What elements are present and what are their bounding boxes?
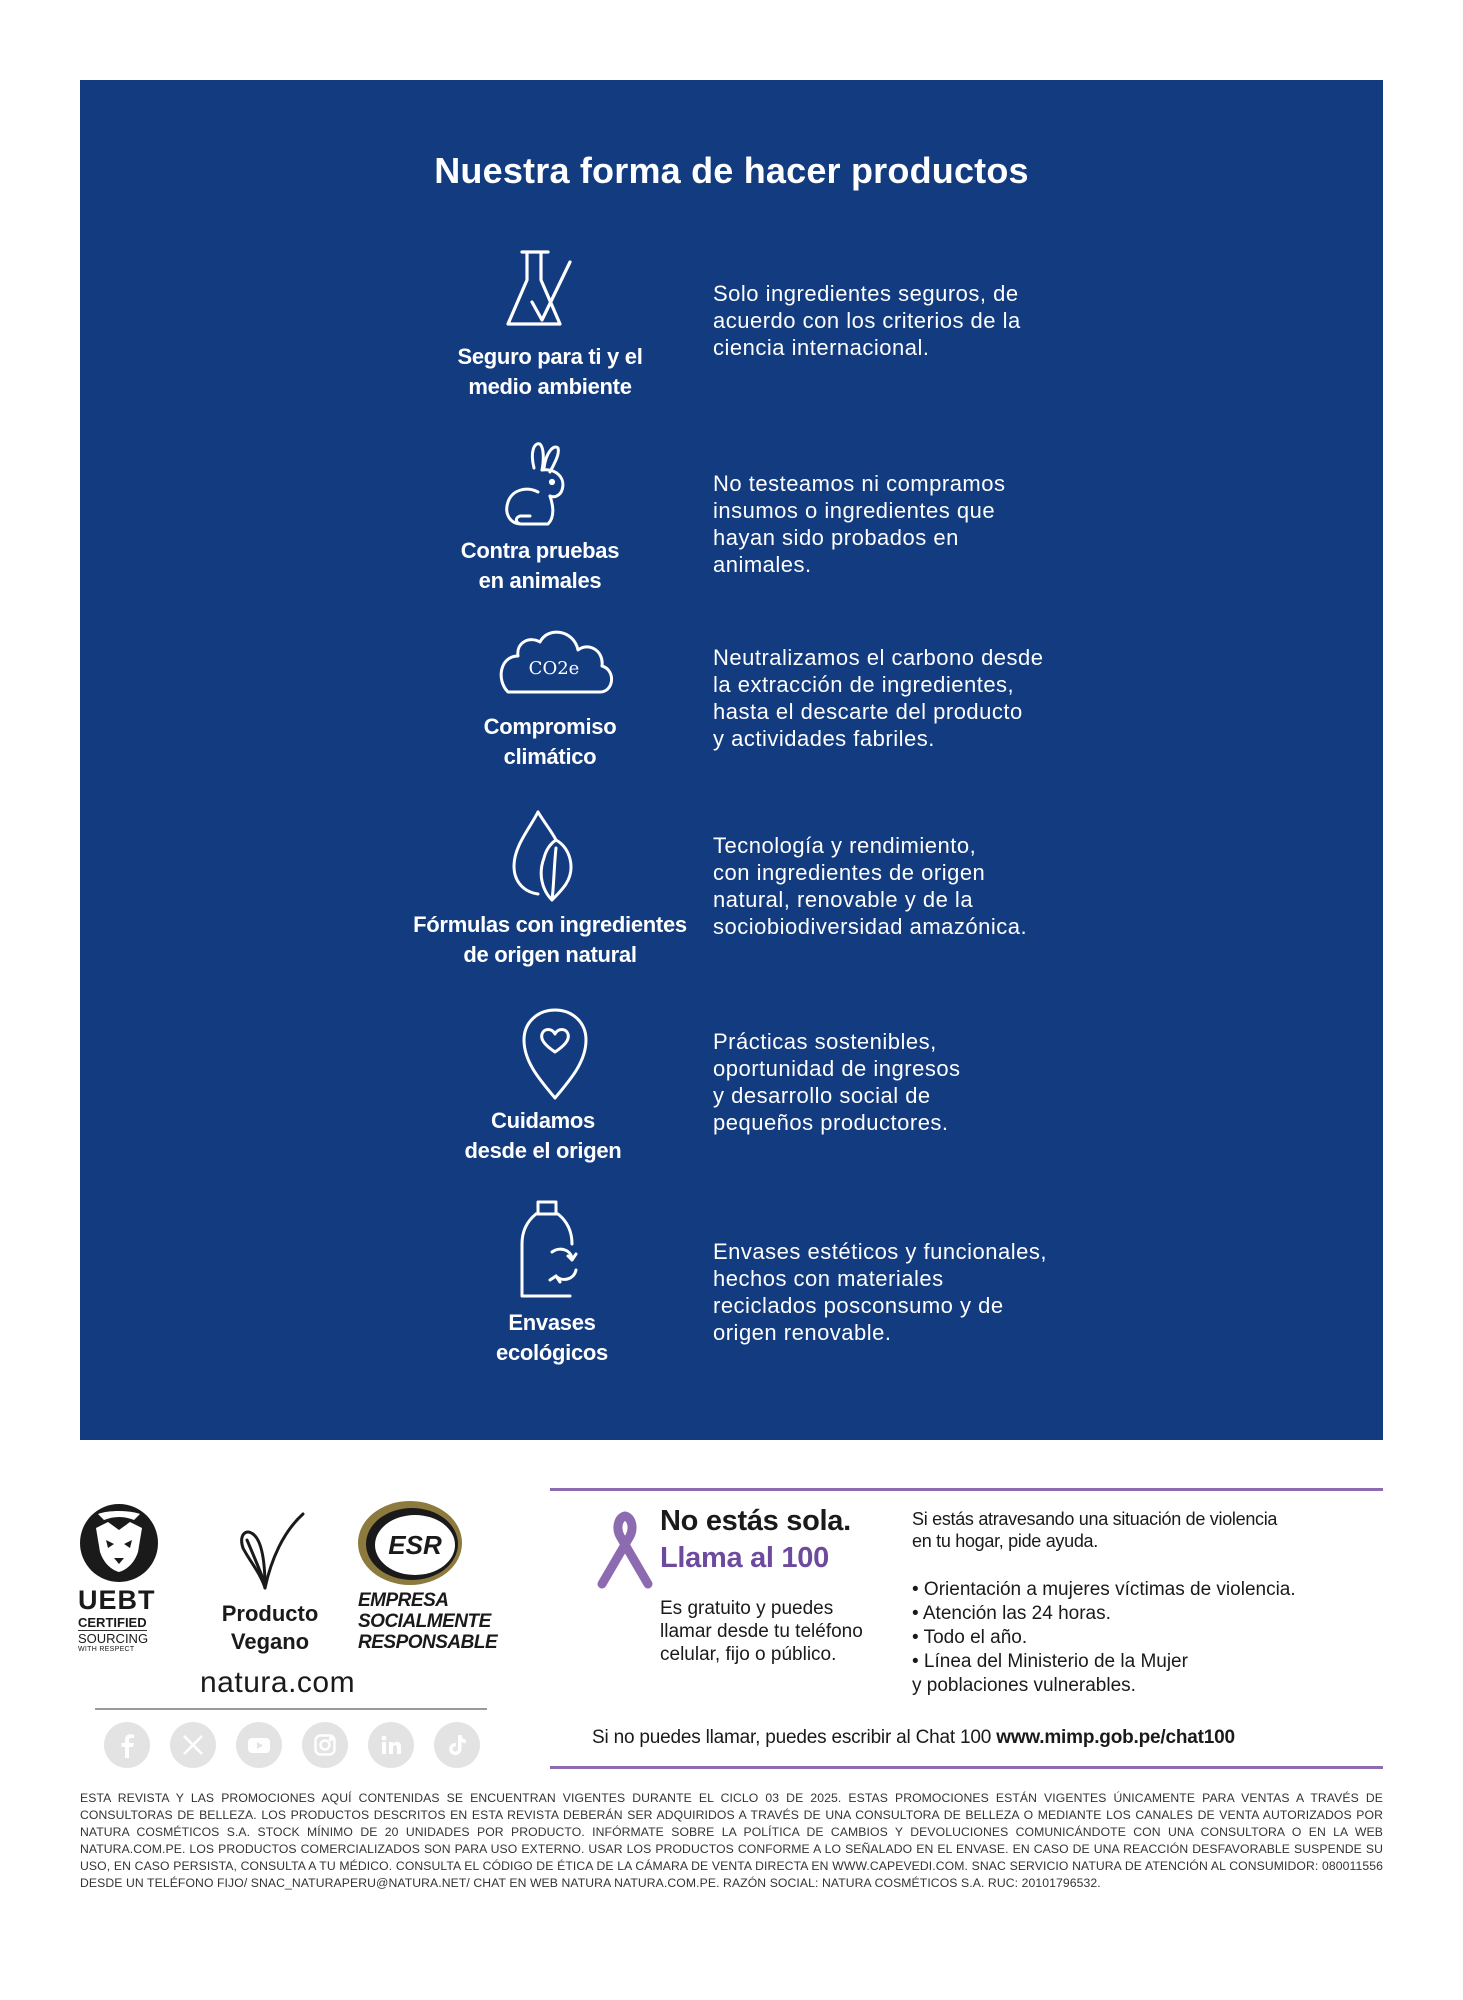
violence-bullets xyxy=(912,1578,1352,1698)
bottle-recycle-icon xyxy=(500,1196,600,1306)
esr-logo xyxy=(355,1498,465,1588)
feature-description: Envases estéticos y funcionales, hechos con materiales reciclados posconsumo y de origen renovable. xyxy=(713,1239,1047,1345)
violence-intro: Si estás atravesando una situación de violencia en tu hogar, pide ayuda. xyxy=(912,1509,1278,1551)
chat-text: Si no puedes llamar, puedes escribir al Chat 100 xyxy=(592,1727,992,1748)
feature-description: Prácticas sostenibles, oportunidad de ingresos y desarrollo social de pequeños productores. xyxy=(713,1029,961,1135)
instagram-icon[interactable] xyxy=(302,1722,348,1768)
svg-text:CO2e: CO2e xyxy=(528,658,580,679)
vegan-label: Producto Vegano xyxy=(221,1601,319,1654)
uebt-logo xyxy=(78,1500,160,1586)
drop-leaf-icon xyxy=(500,808,610,908)
feature-description: No testeamos ni compramos insumos o ingredientes que hayan sido probados en animales. xyxy=(713,471,1006,577)
tiktok-icon[interactable] xyxy=(434,1722,480,1768)
facebook-icon[interactable] xyxy=(104,1722,150,1768)
list-item: • Orientación a mujeres víctimas de violencia. xyxy=(912,1579,1296,1600)
feature-label: Fórmulas con ingredientes de origen natural xyxy=(413,912,687,967)
divider xyxy=(550,1766,1383,1769)
feature-label: Seguro para ti y el medio ambiente xyxy=(457,344,643,399)
uebt-with-respect: WITH RESPECT xyxy=(78,1646,135,1653)
flask-check-icon xyxy=(500,240,610,340)
list-item: • Atención las 24 horas. xyxy=(912,1603,1111,1624)
products-panel xyxy=(80,80,1383,1440)
divider xyxy=(550,1488,1383,1491)
panel-title: Nuestra forma de hacer productos xyxy=(434,150,1029,191)
feature-description: Tecnología y rendimiento, con ingredientes de origen natural, renovable y de la sociobiodiversidad amazónica. xyxy=(713,833,1028,939)
awareness-ribbon-icon xyxy=(590,1508,660,1590)
youtube-icon[interactable] xyxy=(236,1722,282,1768)
location-heart-icon xyxy=(510,1004,600,1104)
violence-free-text: Es gratuito y puedes llamar desde tu teléfono celular, fijo o público. xyxy=(660,1598,863,1665)
linkedin-icon[interactable] xyxy=(368,1722,414,1768)
list-item: • Todo el año. xyxy=(912,1627,1028,1648)
uebt-certified: CERTIFIED xyxy=(78,1615,147,1630)
feature-label: Envases ecológicos xyxy=(496,1310,608,1365)
feature-label: Cuidamos desde el origen xyxy=(464,1108,622,1163)
esr-label: EMPRESA SOCIALMENTE RESPONSABLE xyxy=(358,1590,498,1653)
chat-link[interactable]: www.mimp.gob.pe/chat100 xyxy=(996,1727,1235,1748)
social-links xyxy=(104,1722,480,1768)
feature-label: Contra pruebas en animales xyxy=(460,538,620,593)
feature-label: Compromiso climático xyxy=(483,714,617,769)
feature-description: Solo ingredientes seguros, de acuerdo con los criterios de la ciencia internacional. xyxy=(713,281,1021,360)
uebt-sourcing: SOURCING xyxy=(78,1631,149,1646)
divider xyxy=(95,1708,487,1710)
x-icon[interactable] xyxy=(170,1722,216,1768)
chat-100-line xyxy=(592,1727,1235,1749)
feature-description: Neutralizamos el carbono desde la extracción de ingredientes, hasta el descarte del producto y actividades fabriles. xyxy=(713,645,1044,751)
rabbit-icon xyxy=(500,438,610,538)
cloud-co2-icon xyxy=(490,620,620,700)
violence-title: No estás sola. xyxy=(660,1505,851,1537)
list-item: • Línea del Ministerio de la Mujer y poblaciones vulnerables. xyxy=(912,1651,1188,1696)
legal-disclaimer: ESTA REVISTA Y LAS PROMOCIONES AQUÍ CONTENIDAS SE ENCUENTRAN VIGENTES DURANTE EL CICLO 03 DE 2025. ESTAS PROMOCIONES ESTÁN VIGENTES ÚNICAMENTE PARA VENTAS A TRAVÉS DE CONSULTORAS DE BELLEZA. LOS PRODUCTOS DESCRITOS EN ESTA REVISTA DEBERÁN SER ADQUIRIDOS A TRAVÉS DE UNA CONSULTORA DE BELLEZA O MEDIANTE LOS CANALES DE VENTA AUTORIZADOS POR NATURA COSMÉTICOS S.A. STOCK MÍNIMO DE 20 UNIDADES POR PRODUCTO. INFÓRMATE SOBRE LA POLÍTICA DE CAMBIOS Y DEVOLUCIONES COMUNICÁNDOTE CON UNA CONSULTORA O EN LA WEB NATURA.COM.PE. LOS PRODUCTOS COMERCIALIZADOS SON PARA USO EXTERNO. USAR LOS PRODUCTOS CONFORME A LO SEÑALADO EN EL ENVASE. EN CASO DE UNA REACCIÓN DESFAVORABLE SUSPENDE SU USO, EN CASO PERSISTA, CONSULTA A TU MÉDICO. CONSULTA EL CÓDIGO DE ÉTICA DE LA CÁMARA DE VENTA DIRECTA EN WWW.CAPEVEDI.COM. SNAC SERVICIO NATURA DE ATENCIÓN AL CONSUMIDOR: 080011556 DESDE UN TELÉFONO FIJO/ SNAC_NATURAPERU@NATURA.NET/ CHAT EN WEB NATURA NATURA.COM.PE. RAZÓN SOCIAL: NATURA COSMÉTICOS S.A. RUC: 20101796532. xyxy=(80,1791,1383,1890)
vegan-leaf-icon xyxy=(235,1510,307,1590)
call-100-heading: Llama al 100 xyxy=(660,1542,829,1574)
svg-text:ESR: ESR xyxy=(388,1530,442,1560)
website-link[interactable]: natura.com xyxy=(200,1666,356,1699)
uebt-certification xyxy=(78,1586,178,1654)
uebt-title: UEBT xyxy=(78,1585,156,1615)
